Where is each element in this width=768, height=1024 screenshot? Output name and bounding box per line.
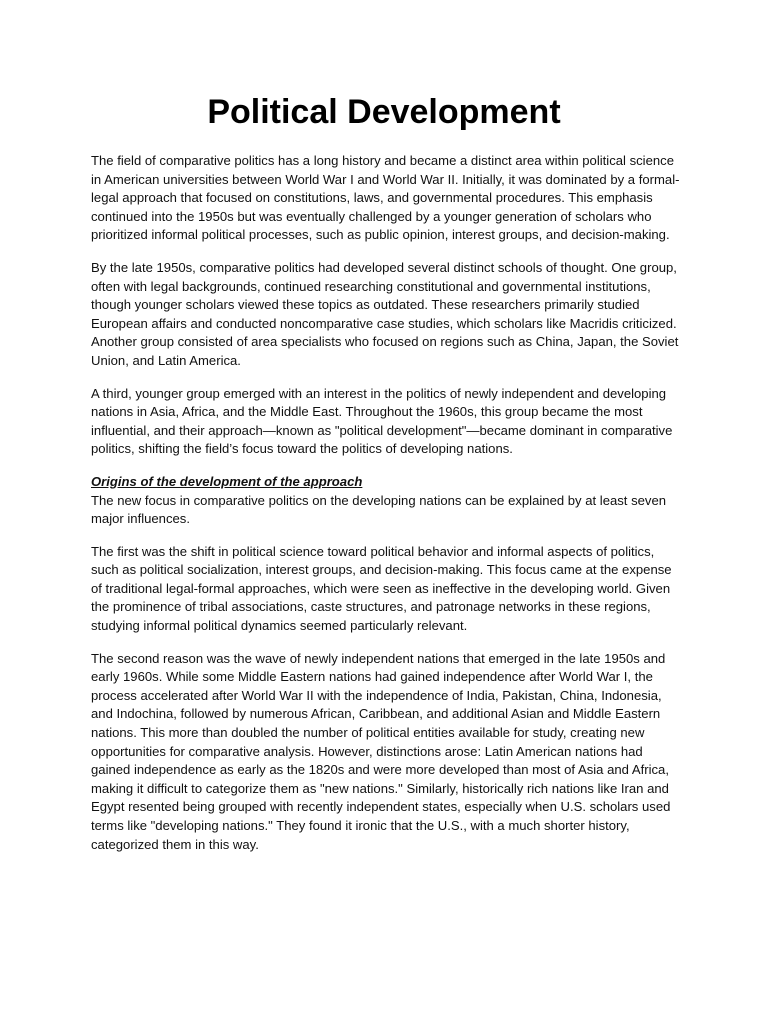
paragraph-seven-influences: The new focus in comparative politics on the developing nations can be explained by at least seven major influences. [91,492,667,527]
paragraph-second-influence: The second reason was the wave of newly independent nations that emerged in the late 1950s and early 1960s. While some Middle Eastern nations had gained independence after World War I, the process accelerated after World War II with the independence of India, Pakistan, China, Indonesia, and Indochina, followed by numerous African, Caribbean, and additional Asian and Middle Eastern nations. This more than doubled the number of political entities available for study, creating new opportunities for comparative analysis. However, distinctions arose: Latin American nations had gained independence as early as the 1820s and were more developed than most of Asia and Africa, making it difficult to categorize them as "new nations." Similarly, historically rich nations like Iran and Egypt resented being grouped with recently independent states, especially when U.S. scholars used terms like "developing nations." They found it ironic that the U.S., with a much shorter history, categorized them in this way. [91,650,671,852]
paragraph-first-influence: The first was the shift in political science toward political behavior and informal aspects of politics, such as political socialization, interest groups, and decision-making. This focus came at the expense of traditional legal-formal approaches, which were seen as ineffective in the developing world. Given the prominence of tribal associations, caste structures, and patronage networks in these regions, studying informal political dynamics seemed particularly relevant. [91,543,672,634]
page-title: Political Development [207,93,561,131]
paragraph-intro: The field of comparative politics has a long history and became a distinct area within political science in American universities between World War I and World War II. Initially, it was dominated by a formal-legal approach that focused on constitutions, laws, and governmental procedures. This emphasis continued into the 1950s but was eventually challenged by a younger generation of scholars who prioritized informal political processes, such as public opinion, interest groups, and decision-making. [91,153,680,243]
document-body [91,152,681,868]
paragraph-third-group: A third, younger group emerged with an interest in the politics of newly independent and developing nations in Asia, Africa, and the Middle East. Throughout the 1960s, this group became the most influential, and their approach—known as "political development"—became dominant in comparative politics, shifting the field’s focus toward the politics of developing nations. [91,385,673,457]
section-heading: Origins of the development of the approach [91,473,363,489]
paragraph-schools-of-thought: By the late 1950s, comparative politics had developed several distinct schools of thought. One group, often with legal backgrounds, continued researching constitutional and governmental institutions, though younger scholars viewed these topics as outdated. These researchers primarily studied European affairs and conducted noncomparative case studies, which scholars like Macridis criticized. Another group consisted of area specialists who focused on regions such as China, Japan, the Soviet Union, and Latin America. [91,259,679,368]
